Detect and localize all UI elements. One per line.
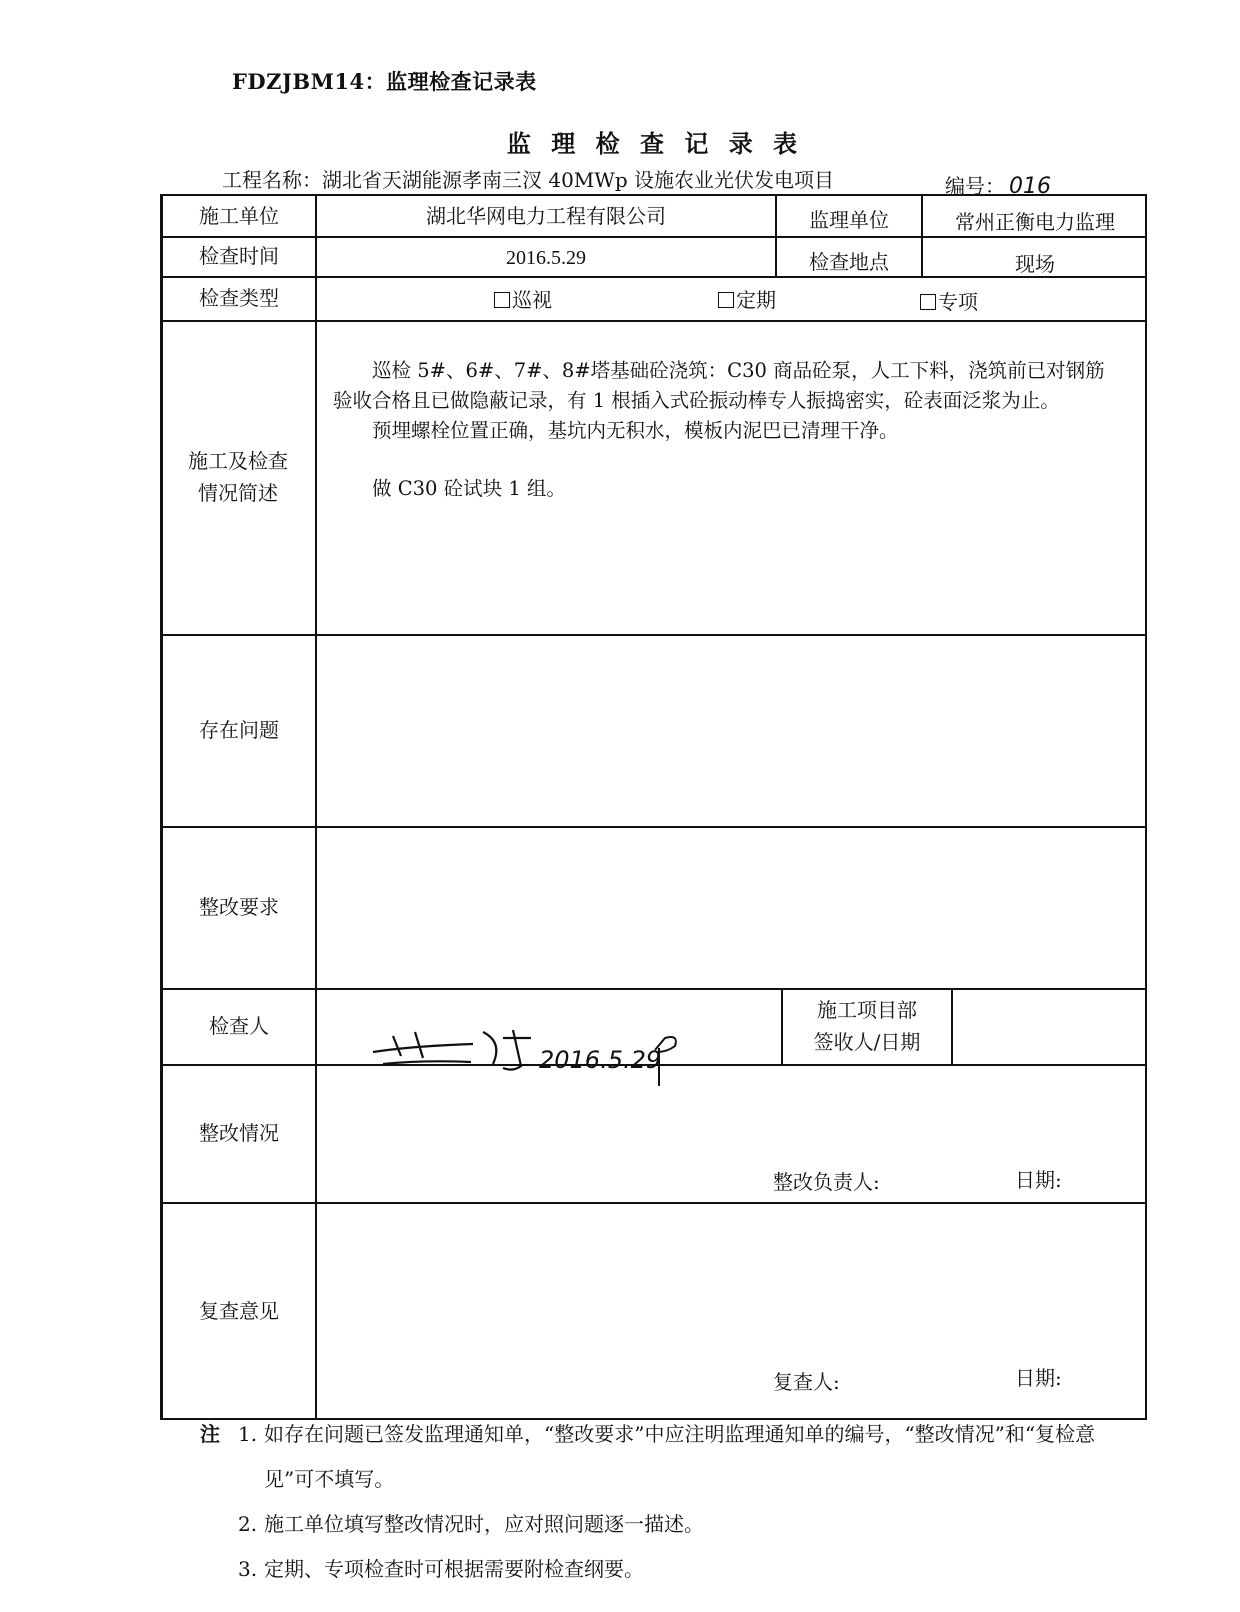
check-time-value: 2016.5.29	[506, 247, 586, 269]
rectification-person-label: 整改负责人:	[773, 1170, 880, 1194]
col-line	[951, 988, 953, 1064]
check-type-option-label: 定期	[736, 288, 776, 312]
check-time-label: 检查时间	[199, 244, 279, 268]
record-table	[160, 194, 1147, 1420]
construction-unit-value: 湖北华网电力工程有限公司	[426, 204, 666, 228]
rectification-date-label: 日期:	[1015, 1168, 1062, 1192]
row-line	[163, 320, 1147, 322]
checkbox-icon[interactable]	[920, 294, 936, 310]
review-label: 复查意见	[199, 1299, 279, 1323]
note-item: 定期、专项检查时可根据需要附检查纲要。	[264, 1557, 644, 1581]
project-label: 工程名称：	[222, 168, 322, 192]
check-type-regular[interactable]	[707, 278, 787, 322]
reviewer-label: 复查人:	[773, 1370, 840, 1394]
serial-value: 016	[1009, 174, 1051, 199]
note-number: 3.	[238, 1557, 258, 1581]
receiver-label	[783, 988, 951, 1064]
serial-label: 编号：	[945, 174, 1005, 198]
check-type-label: 检查类型	[199, 286, 279, 310]
inspector-signature-date: 2016.5.29	[539, 1046, 662, 1074]
rectification-label: 整改情况	[199, 1121, 279, 1145]
notes	[200, 1412, 1160, 1592]
supervision-unit-label: 监理单位	[809, 208, 889, 232]
project-line	[222, 164, 834, 193]
check-type-special[interactable]	[909, 280, 989, 324]
problems-label: 存在问题	[199, 718, 279, 742]
doc-code: FDZJBM14：监理检查记录表	[232, 69, 537, 94]
description-text	[333, 356, 1123, 504]
check-place-value: 现场	[1015, 252, 1055, 276]
description-paragraph: 巡检 5#、6#、7#、8#塔基础砼浇筑：C30 商品砼泵，人工下料，浇筑前已对钢筋验收合格且已做隐蔽记录，有 1 根插入式砼振动棒专人振捣密实，砼表面泛浆为止。	[333, 359, 1105, 412]
check-place-label: 检查地点	[809, 250, 889, 274]
review-date-label: 日期:	[1015, 1366, 1062, 1390]
note-number: 2.	[238, 1512, 258, 1536]
supervision-unit-value: 常州正衡电力监理	[955, 210, 1115, 234]
receiver-label-line1: 施工项目部	[817, 998, 917, 1022]
inspector-label: 检查人	[209, 1014, 269, 1038]
description-paragraph: 做 C30 砼试块 1 组。	[372, 477, 566, 500]
note-item: 如存在问题已签发监理通知单，“整改要求”中应注明监理通知单的编号，“整改情况”和“复检意见”可不填写。	[264, 1422, 1096, 1491]
check-type-patrol[interactable]	[483, 278, 563, 322]
description-paragraph: 预埋螺栓位置正确，基坑内无积水，模板内泥巴已清理干净。	[372, 419, 899, 442]
construction-unit-label: 施工单位	[199, 204, 279, 228]
checkbox-icon[interactable]	[494, 292, 510, 308]
checkbox-icon[interactable]	[718, 292, 734, 308]
note-number: 1.	[238, 1422, 258, 1446]
check-type-option-label: 专项	[938, 290, 978, 314]
project-name: 湖北省天湖能源孝南三汊 40MWp 设施农业光伏发电项目	[322, 168, 835, 192]
check-type-option-label: 巡视	[512, 288, 552, 312]
note-item: 施工单位填写整改情况时，应对照问题逐一描述。	[264, 1512, 704, 1536]
inspector-signature	[353, 1008, 693, 1088]
col-line	[315, 196, 317, 1420]
note-mark: 注	[200, 1422, 220, 1446]
page-title: 监 理 检 查 记 录 表	[506, 129, 804, 158]
description-label: 施工及检查情况简述	[188, 449, 288, 505]
requirements-label: 整改要求	[199, 895, 279, 919]
receiver-label-line2: 签收人/日期	[813, 1030, 921, 1054]
